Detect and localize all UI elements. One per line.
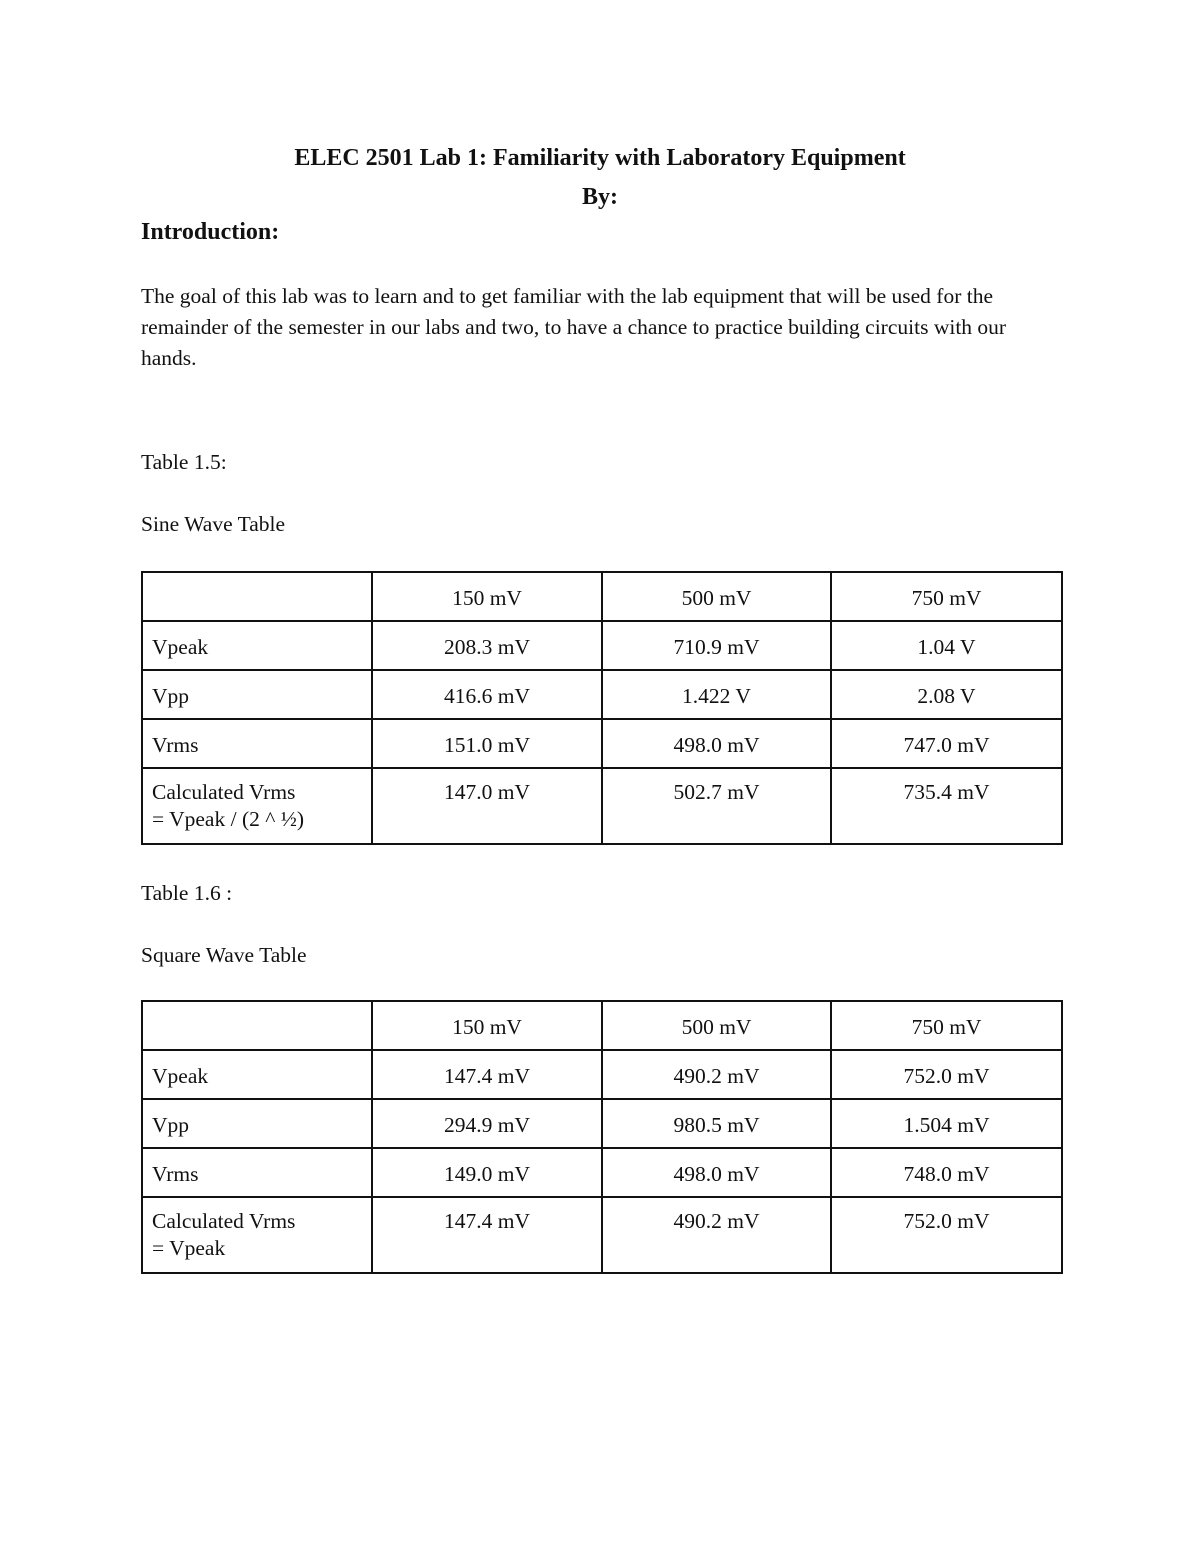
table-cell: 752.0 mV [831, 1197, 1062, 1273]
row-label: Vpp [142, 1099, 372, 1148]
table-header-cell [142, 1001, 372, 1050]
row-label: Vrms [142, 1148, 372, 1197]
row-label [142, 768, 372, 844]
table-cell: 490.2 mV [602, 1050, 831, 1099]
table-cell: 710.9 mV [602, 621, 831, 670]
table-cell: 490.2 mV [602, 1197, 831, 1273]
table-cell: 149.0 mV [372, 1148, 602, 1197]
row-label: Vrms [142, 719, 372, 768]
row-label: Vpeak [142, 1050, 372, 1099]
table-cell: 735.4 mV [831, 768, 1062, 844]
table-cell: 294.9 mV [372, 1099, 602, 1148]
table-header-cell: 150 mV [372, 1001, 602, 1050]
row-label-line: Calculated Vrms [152, 780, 296, 804]
table-row [142, 768, 1062, 844]
table-cell: 1.04 V [831, 621, 1062, 670]
row-label-line: Calculated Vrms [152, 1209, 296, 1233]
table-header-cell: 750 mV [831, 1001, 1062, 1050]
table-row [142, 670, 1062, 719]
sine-wave-table [141, 571, 1063, 845]
table-cell: 752.0 mV [831, 1050, 1062, 1099]
row-label-formula: = Vpeak / (2 ^ ½) [152, 807, 304, 831]
table-cell: 498.0 mV [602, 1148, 831, 1197]
table-cell: 2.08 V [831, 670, 1062, 719]
document-title: ELEC 2501 Lab 1: Familiarity with Laboratory Equipment [294, 145, 906, 171]
row-label [142, 1197, 372, 1273]
table-cell: 151.0 mV [372, 719, 602, 768]
table-cell: 502.7 mV [602, 768, 831, 844]
introduction-heading: Introduction: [141, 219, 280, 245]
row-label-formula: = Vpeak [152, 1236, 226, 1260]
table2-caption: Square Wave Table [141, 943, 307, 967]
table-header-cell: 500 mV [602, 1001, 831, 1050]
table-cell: 980.5 mV [602, 1099, 831, 1148]
table-header-row [142, 1001, 1062, 1050]
table-cell: 747.0 mV [831, 719, 1062, 768]
table-cell: 416.6 mV [372, 670, 602, 719]
table1-label: Table 1.5: [141, 450, 227, 474]
table-cell: 147.4 mV [372, 1197, 602, 1273]
table-row [142, 1197, 1062, 1273]
table2-label: Table 1.6 : [141, 881, 233, 905]
table-cell: 748.0 mV [831, 1148, 1062, 1197]
author-byline: By: [582, 184, 618, 210]
table-header-cell [142, 572, 372, 621]
table-row [142, 1099, 1062, 1148]
table-header-cell: 150 mV [372, 572, 602, 621]
table-header-cell: 500 mV [602, 572, 831, 621]
row-label: Vpeak [142, 621, 372, 670]
row-label: Vpp [142, 670, 372, 719]
table-row [142, 719, 1062, 768]
table-cell: 1.504 mV [831, 1099, 1062, 1148]
introduction-paragraph: The goal of this lab was to learn and to get familiar with the lab equipment that will be used for the remainder of the semester in our labs and two, to have a chance to practice building circuits with our hands. [141, 284, 1007, 370]
table1-caption: Sine Wave Table [141, 512, 286, 536]
table-header-row [142, 572, 1062, 621]
square-wave-table [141, 1000, 1063, 1274]
table-cell: 1.422 V [602, 670, 831, 719]
table-row [142, 1050, 1062, 1099]
table-row [142, 621, 1062, 670]
table-cell: 498.0 mV [602, 719, 831, 768]
table-cell: 147.4 mV [372, 1050, 602, 1099]
table-header-cell: 750 mV [831, 572, 1062, 621]
table-cell: 208.3 mV [372, 621, 602, 670]
table-cell: 147.0 mV [372, 768, 602, 844]
table-row [142, 1148, 1062, 1197]
